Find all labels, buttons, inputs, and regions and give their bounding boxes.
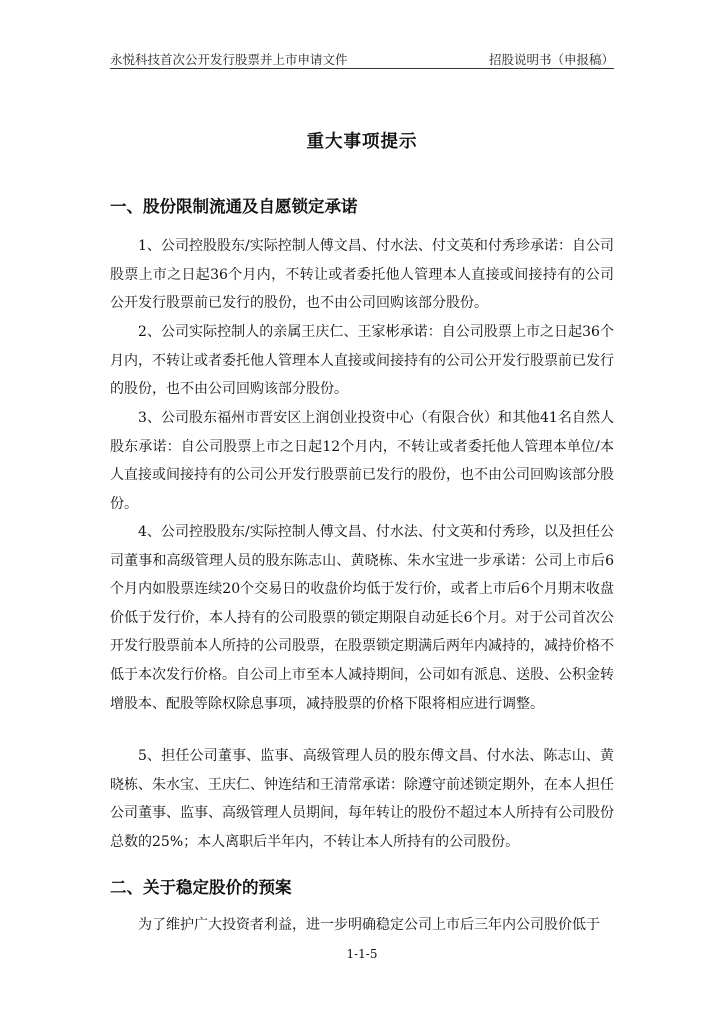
- page-header: [110, 46, 614, 69]
- header-document-title: 永悦科技首次公开发行股票并上市申请文件: [110, 52, 348, 67]
- paragraph-commitment-5: 5、担任公司董事、监事、高级管理人员的股东傅文昌、付水法、陈志山、黄晓栋、朱水宝、王庆仁、钟连结和王清常承诺：除遵守前述锁定期外，在本人担任公司董事、监事、高级管理人员期间，每年转让的股份不超过本人所持有公司股份总数的25%；本人离职后半年内，不转让本人所持有的公司股份。: [110, 748, 614, 850]
- paragraph-commitment-3: 3、公司股东福州市晋安区上润创业投资中心（有限合伙）和其他41名自然人股东承诺：自公司股票上市之日起12个月内，不转让或者委托他人管理本单位/本人直接或间接持有的公司公开发行股票前已发行的股份，也不由公司回购该部分股份。: [110, 410, 614, 512]
- paragraph-commitment-2: 2、公司实际控制人的亲属王庆仁、王家彬承诺：自公司股票上市之日起36个月内，不转让或者委托他人管理本人直接或间接持有的公司公开发行股票前已发行的股份，也不由公司回购该部分股份。: [110, 324, 614, 398]
- header-document-type: 招股说明书（申报稿）: [488, 52, 614, 67]
- page-number: 1-1-5: [346, 947, 378, 961]
- paragraph-price-stabilization-intro: 为了维护广大投资者利益，进一步明确稳定公司上市后三年内公司股价低于: [138, 917, 600, 933]
- paragraph-commitment-1: 1、公司控股股东/实际控制人傅文昌、付水法、付文英和付秀珍承诺：自公司股票上市之日起36个月内，不转让或者委托他人管理本人直接或间接持有的公司公开发行股票前已发行的股份，也不由公司回购该部分股份。: [110, 238, 614, 312]
- section-heading-share-lockup: 一、股份限制流通及自愿锁定承诺: [110, 197, 358, 216]
- section-heading-price-stabilization: 二、关于稳定股价的预案: [110, 878, 292, 897]
- page-title: 重大事项提示: [306, 132, 418, 152]
- paragraph-commitment-4: 4、公司控股股东/实际控制人傅文昌、付水法、付文英和付秀珍，以及担任公司董事和高级管理人员的股东陈志山、黄晓栋、朱水宝进一步承诺：公司上市后6个月内如股票连续20个交易日的收盘价均低于发行价，或者上市后6个月期末收盘价低于发行价，本人持有的公司股票的锁定期限自动延长6个月。对于公司首次公开发行股票前本人所持的公司股票，在股票锁定期满后两年内减持的，减持价格不低于本次发行价格。自公司上市至本人减持期间，公司如有派息、送股、公积金转增股本、配股等除权除息事项，减持股票的价格下限将相应进行调整。: [110, 524, 614, 712]
